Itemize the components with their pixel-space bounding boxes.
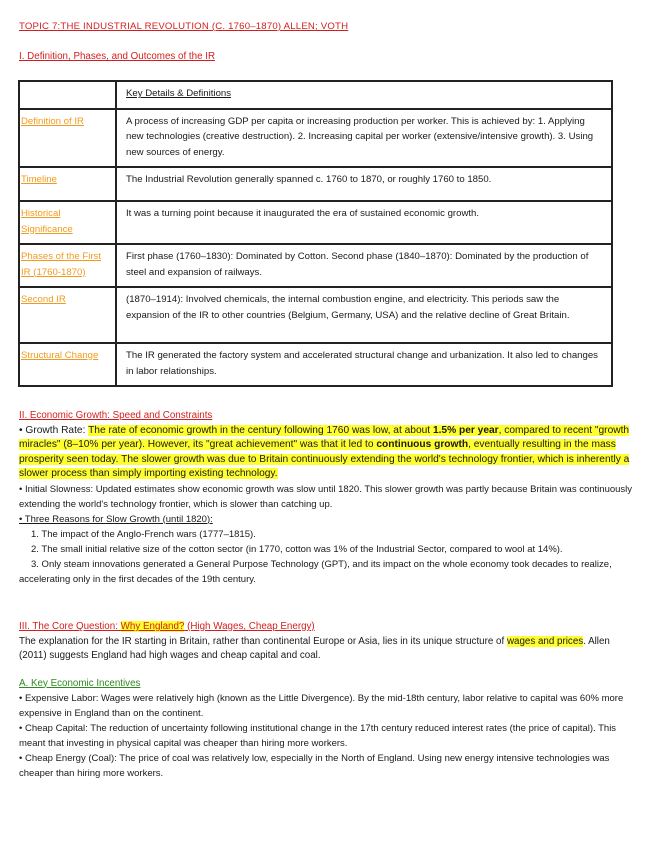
term-link-phases[interactable]: Phases of the First IR (1760-1870) [21, 251, 101, 278]
section-1-heading: I. Definition, Phases, and Outcomes of the IR [19, 51, 216, 62]
reason-item: 1. The impact of the Anglo-French wars (1777–1815). [31, 528, 256, 540]
detail-cell: A process of increasing GDP per capita or increasing production per worker. This is achieved by: 1. Applying new technologies (creative destruction). 2. Increasing capital per worker (extensive/intensive growth). 3. Using new sources of energy. [116, 109, 612, 168]
table-row [19, 343, 612, 386]
section-3-intro: The explanation for the IR starting in Britain, rather than continental Europe or Asia, lies in its unique structure of wages and prices. Allen (2011) suggests England had high wages and cheap capital and coal. [19, 635, 610, 661]
table-row [19, 109, 612, 168]
table-row [19, 167, 612, 201]
detail-cell: First phase (1760–1830): Dominated by Cotton. Second phase (1840–1870): Dominated by the production of steel and expansion of railways. [116, 244, 612, 287]
reason-item: 3. Only steam innovations generated a General Purpose Technology (GPT), and its impact on the whole economy took decades to realize, accelerating only in the first decades of the 19th century. [19, 558, 612, 585]
growth-rate-paragraph: • Growth Rate: The rate of economic growth in the century following 1760 was low, at about 1.5% per year, compared to recent "growth miracles" (8–10% per year). However, its "great achievement" was that it led to continuous growth, eventually resulting in the mass prosperity seen today. The slower growth was due to Britain continuously extending the world's technology frontier, which is inherently a slower process than simply importing existing technology. [19, 424, 630, 479]
table-header-blank [19, 81, 116, 109]
reason-item: 2. The small initial relative size of the cotton sector (in 1770, cotton was 1% of the Industrial Sector, compared to wool at 14%). [31, 543, 563, 555]
detail-cell: (1870–1914): Involved chemicals, the internal combustion engine, and electricity. This periods saw the expansion of the IR to other countries (Belgium, Germany, USA) and the relative decline of Great Britain. [116, 287, 612, 343]
initial-slowness-paragraph: • Initial Slowness: Updated estimates show economic growth was slow until 1820. This slower growth was partly because Britain was continuously extending the world's technology frontier, which is slower than catching up. [19, 483, 633, 510]
section-3-heading: III. The Core Question: Why England? (High Wages, Cheap Energy) [19, 621, 315, 632]
table-header-row [19, 81, 612, 109]
term-link-second-ir[interactable]: Second IR [21, 294, 66, 305]
incentive-bullet: • Cheap Energy (Coal): The price of coal was relatively low, especially in the North of England. Using new energy intensive technologies was cheaper than hiring more workers. [19, 753, 610, 779]
term-link-structural-change[interactable]: Structural Change [21, 350, 99, 361]
term-link-significance[interactable]: Historical Significance [21, 208, 73, 235]
term-link-timeline[interactable]: Timeline [21, 174, 57, 185]
reasons-heading: • Three Reasons for Slow Growth (until 1820): [19, 513, 213, 525]
term-link-definition[interactable]: Definition of IR [21, 115, 84, 127]
document-title: TOPIC 7:THE INDUSTRIAL REVOLUTION (C. 1760–1870) ALLEN; VOTH [19, 21, 349, 32]
incentive-bullet: • Cheap Capital: The reduction of uncertainty following institutional change in the 17th century reduced interest rates (the price of capital). This meant that investing in physical capital was cheaper than hiring more workers. [19, 723, 617, 749]
incentive-bullet: • Expensive Labor: Wages were relatively high (known as the Little Divergence). By the mid-18th century, labor relative to capital was 60% more expensive in England than on the continent. [19, 693, 624, 719]
detail-cell: It was a turning point because it inaugurated the era of sustained economic growth. [116, 201, 612, 244]
table-row [19, 287, 612, 343]
table-row [19, 201, 612, 244]
section-3 [19, 620, 635, 781]
table-row [19, 244, 612, 287]
key-details-table [18, 80, 613, 387]
table-header-cell: Key Details & Definitions [116, 81, 612, 109]
section-2-heading: II. Economic Growth: Speed and Constraints [19, 410, 213, 421]
subsection-a-heading: A. Key Economic Incentives [19, 677, 141, 689]
section-2 [19, 409, 635, 587]
detail-cell: The IR generated the factory system and accelerated structural change and urbanization. It also led to changes in labor relationships. [116, 343, 612, 386]
detail-cell: The Industrial Revolution generally spanned c. 1760 to 1870, or roughly 1760 to 1850. [116, 167, 612, 201]
